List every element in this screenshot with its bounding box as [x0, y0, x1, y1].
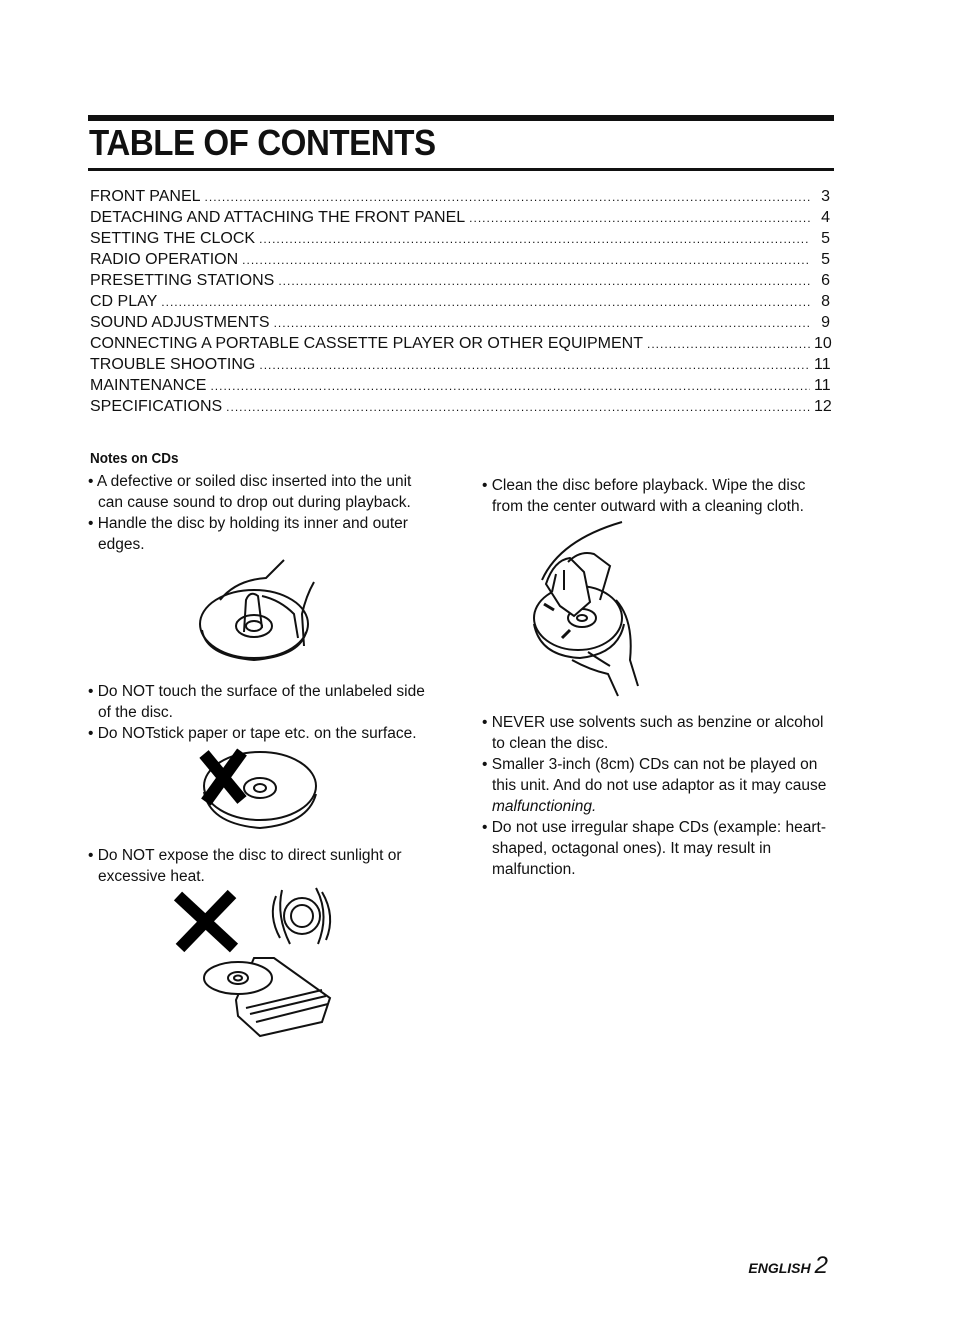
- toc-entry[interactable]: [90, 312, 830, 333]
- toc-entry-page: 4: [821, 209, 830, 226]
- toc-entry-page: 6: [821, 272, 830, 289]
- toc-entry-page: 5: [821, 251, 830, 268]
- note-text: • A defective or soiled disc inserted into the unit can cause sound to drop out during playback.: [88, 473, 412, 511]
- toc-leader: [647, 334, 810, 355]
- toc-entry-page: 5: [821, 230, 830, 247]
- hand-holding-disc-icon: [196, 556, 331, 668]
- toc-entry-title: RADIO OPERATION: [90, 251, 239, 268]
- toc-leader: [205, 187, 810, 208]
- toc-entry-page: 8: [821, 293, 830, 310]
- toc-entry-title: CD PLAY: [90, 293, 158, 310]
- note-text: • Do NOTstick paper or tape etc. on the surface.: [88, 725, 417, 742]
- prohibited-sunlight-icon: [172, 886, 338, 1038]
- toc-entry-title: PRESETTING STATIONS: [90, 272, 275, 289]
- toc-entry-title: SOUND ADJUSTMENTS: [90, 314, 270, 331]
- notes-left-block-2: [88, 681, 440, 744]
- note-text-part: malfunction.: [492, 861, 576, 878]
- toc-entry[interactable]: [90, 249, 830, 270]
- note-text-part: • Smaller 3-inch (8cm) CDs can not be played on this unit. And do not use adaptor as it may cause: [482, 756, 827, 794]
- toc-entry-page: 10: [814, 335, 832, 352]
- note-text: • Clean the disc before playback. Wipe the disc from the center outward with a cleaning cloth.: [482, 477, 806, 515]
- notes-left-block-3: [88, 845, 440, 887]
- note-text: [482, 817, 834, 880]
- toc-entry[interactable]: [90, 396, 830, 417]
- note-text-part: • Do not use irregular shape CDs (example: heart-shaped, octagonal ones). It may result in: [482, 819, 826, 857]
- table-of-contents: [90, 186, 830, 417]
- toc-entry[interactable]: [90, 270, 830, 291]
- toc-entry[interactable]: [90, 354, 830, 375]
- toc-leader: [161, 292, 810, 313]
- title-rule-bottom: [88, 168, 834, 171]
- prohibited-touch-icon: [196, 744, 320, 834]
- note-text: • NEVER use solvents such as benzine or alcohol to clean the disc.: [482, 714, 824, 752]
- note-text: • Do NOT expose the disc to direct sunlight or excessive heat.: [88, 847, 402, 885]
- toc-entry-title: DETACHING AND ATTACHING THE FRONT PANEL: [90, 209, 466, 226]
- toc-entry-page: 11: [814, 356, 831, 373]
- toc-entry[interactable]: [90, 375, 830, 396]
- toc-entry-page: 12: [814, 398, 832, 415]
- cleaning-disc-icon: [530, 520, 644, 700]
- toc-leader: [242, 250, 810, 271]
- toc-entry-title: SETTING THE CLOCK: [90, 230, 256, 247]
- toc-leader: [278, 271, 810, 292]
- toc-entry-title: FRONT PANEL: [90, 188, 201, 205]
- footer-page-number: 2: [814, 1252, 828, 1279]
- toc-entry[interactable]: [90, 186, 830, 207]
- notes-right-block-1: [482, 475, 834, 517]
- notes-heading: Notes on CDs: [90, 450, 179, 467]
- page-title: TABLE OF CONTENTS: [89, 122, 436, 163]
- toc-leader: [259, 355, 810, 376]
- page-footer: [748, 1252, 828, 1280]
- toc-leader: [226, 397, 810, 418]
- toc-entry[interactable]: [90, 207, 830, 228]
- toc-entry-page: 3: [821, 188, 830, 205]
- toc-leader: [469, 208, 810, 229]
- toc-entry[interactable]: [90, 333, 830, 354]
- toc-entry[interactable]: [90, 228, 830, 249]
- note-text: [482, 754, 834, 817]
- notes-left-block-1: [88, 471, 440, 555]
- toc-entry-title: SPECIFICATIONS: [90, 398, 223, 415]
- toc-leader: [210, 376, 810, 397]
- footer-language: ENGLISH: [748, 1260, 811, 1276]
- toc-entry-title: CONNECTING A PORTABLE CASSETTE PLAYER OR OTHER EQUIPMENT: [90, 335, 643, 352]
- notes-right-block-2: [482, 712, 834, 880]
- toc-entry[interactable]: [90, 291, 830, 312]
- toc-entry-title: MAINTENANCE: [90, 377, 207, 394]
- toc-leader: [274, 313, 810, 334]
- note-text: • Do NOT touch the surface of the unlabeled side of the disc.: [88, 683, 425, 721]
- note-text-italic: malfunctioning.: [492, 798, 597, 815]
- toc-entry-title: TROUBLE SHOOTING: [90, 356, 256, 373]
- note-text: • Handle the disc by holding its inner and outer edges.: [88, 515, 408, 553]
- toc-entry-page: 9: [821, 314, 830, 331]
- toc-entry-page: 11: [814, 377, 831, 394]
- toc-leader: [259, 229, 810, 250]
